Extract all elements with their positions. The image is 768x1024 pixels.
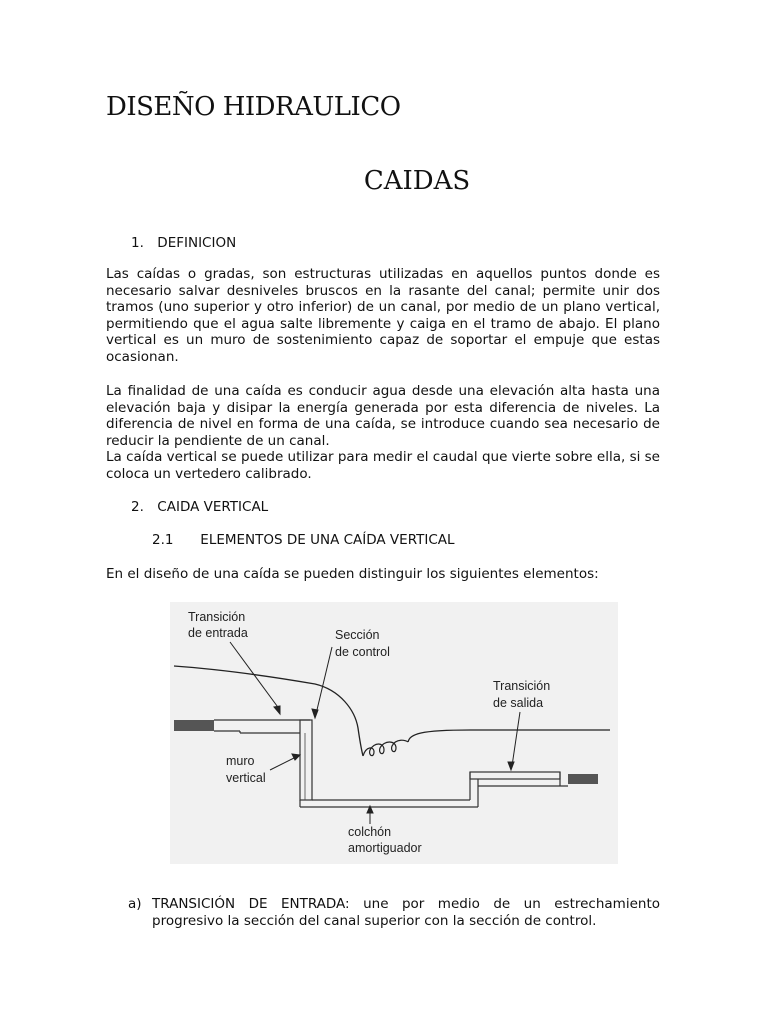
section-title: CAIDA VERTICAL — [157, 499, 269, 515]
page-title: DISEÑO HIDRAULICO — [106, 92, 401, 122]
water-surface-lower — [408, 730, 610, 742]
vertical-wall — [300, 720, 312, 800]
paragraph-definition: Las caídas o gradas, son estructuras utilizadas en aquellos puntos donde es necesario salvar desniveles bruscos en la rasante del canal; permite unir dos tramos (uno superior y otro inferior) de un canal, por medio de un plano vertical, permitiendo que el agua salte libremente y caiga en el tramo de abajo. El plano vertical es un muro de sostenimiento capaz de soportar el empuje que estas ocasionan. — [106, 266, 660, 365]
outlet-transition — [470, 772, 560, 779]
upper-channel-block — [174, 720, 214, 731]
label-transicion-entrada: de entrada — [188, 626, 248, 640]
arrow-head — [292, 754, 300, 760]
paragraph-measurement: La caída vertical se puede utilizar para medir el caudal que vierte sobre ella, si se coloca un vertedero calibrado. — [106, 449, 660, 482]
section-title: DEFINICION — [157, 235, 237, 251]
section-number: 2.1 — [152, 532, 174, 548]
lower-channel-block — [568, 774, 598, 784]
list-item — [128, 896, 660, 929]
section-heading-2 — [131, 499, 268, 515]
arrow-head — [508, 762, 514, 770]
paragraph-elements-intro: En el diseño de una caída se pueden distinguir los siguientes elementos: — [106, 566, 599, 582]
label-colchon: colchón — [348, 825, 392, 839]
label-transicion-entrada: Transición — [188, 610, 246, 624]
label-muro-vertical: muro — [226, 754, 255, 768]
section-title: ELEMENTOS DE UNA CAÍDA VERTICAL — [200, 532, 455, 548]
label-seccion-control: de control — [335, 645, 390, 659]
arrow-head — [312, 709, 318, 718]
label-muro-vertical: vertical — [226, 771, 266, 785]
label-transicion-salida: Transición — [493, 679, 551, 693]
water-surface-upper — [174, 666, 363, 756]
section-heading-1 — [131, 235, 236, 251]
label-seccion-control: Sección — [335, 628, 380, 642]
list-item-text: TRANSICIÓN DE ENTRADA: une por medio de un estrechamiento progresivo la sección del canal superior con la sección de control. — [152, 896, 660, 929]
hydraulic-jump — [363, 740, 408, 756]
label-colchon: amortiguador — [348, 841, 422, 855]
section-heading-2-1 — [152, 532, 455, 548]
section-number: 1. — [131, 235, 144, 251]
page-subtitle: CAIDAS — [363, 166, 471, 196]
section-number: 2. — [131, 499, 144, 515]
label-transicion-salida: de salida — [493, 696, 544, 710]
paragraph-purpose: La finalidad de una caída es conducir agua desde una elevación alta hasta una elevación baja y disipar la energía generada por esta diferencia de niveles. La diferencia de nivel en forma de una caída, se introduce cuando sea necesario de reducir la pendiente de un canal. — [106, 383, 660, 449]
list-marker: a) — [128, 896, 142, 912]
vertical-drop-diagram — [170, 602, 618, 864]
arrow-head — [274, 706, 280, 714]
